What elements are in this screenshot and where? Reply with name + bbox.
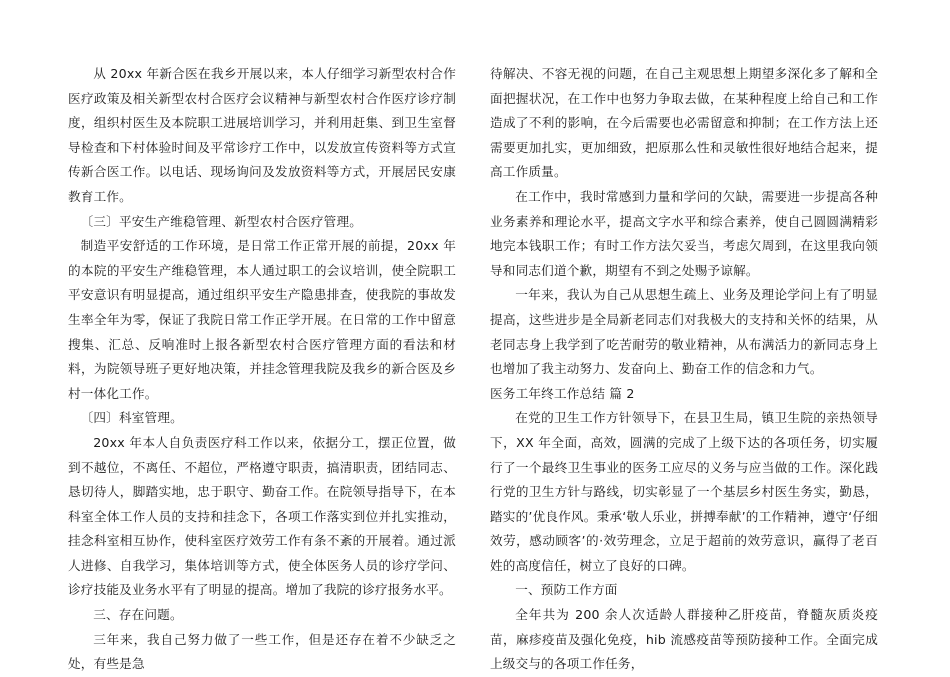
paragraph: 在党的卫生工作方针领导下，在县卫生局，镇卫生院的亲热领导下，XX 年全面，高效，圆满的完成了上级下达的各项任务，切实履行了一个最终卫生事业的医务工应尽的义务与应当做的工作。深化践行党的卫生方针与路线，切实彰显了一个基层乡村医生务实，勤恳，踏实的’优良作风。秉承‘敬人乐业，拼搏奉献’的工作精神，遵守‘仔细效劳，感动顾客’的·效劳理念，立足于超前的效劳意识，赢得了老百姓的高度信任，树立了良好的口碑。 — [490, 410, 878, 573]
left-column — [68, 62, 456, 677]
paragraph: 一年来，我认为自己从思想生疏上、业务及理论学问上有了明显提高，这些进步是全局新老同志们对我极大的支持和关怀的结果，从老同志身上我学到了吃苦耐劳的敬业精神，从布满活力的新同志身上也增加了我主动努力、发奋向上、勤奋工作的信念和力气。 — [490, 287, 878, 377]
paragraph: 在工作中，我时常感到力量和学问的欠缺，需要进一步提高各种业务素养和理论水平，提高文字水平和综合素养，使自己圆圆满精彩地完本钱职工作；有时工作方法欠妥当，考虑欠周到，在这里我向领导和同志们道个歉，期望有不到之处赐予谅解。 — [490, 188, 878, 278]
paragraph: 20xx 年本人自负责医疗科工作以来，依据分工，摆正位置，做到不越位，不离任、不超位，严格遵守职责，搞清职责，团结同志、恳切待人，脚踏实地，忠于职守、勤奋工作。在院领导指导下，在本科室全体工作人员的支持和挂念下，各项工作落实到位并扎实推动，挂念科室相互协作，使科室医疗效劳工作有条不紊的开展着。通过派人进修、自我学习，集体培训等方式，使全体医务人员的诊疗学问、诊疗技能及业务水平有了明显的提高。增加了我院的诊疗报务水平。 — [68, 434, 456, 598]
paragraph: 制造平安舒适的工作环境，是日常工作正常开展的前提，20xx 年的本院的平安生产维稳管理，本人通过职工的会议培训，使全院职工平安意识有明显提高，通过组织平安生产隐患排查，使我院的事故发生率全年为零，保证了我院日常工作正学开展。在日常的工作中留意搜集、汇总、反响准时上报各新型农村合医疗管理方面的看法和材料，为院领导班子更好地决策，并挂念管理我院及我乡的新合医及乡村一体化工作。 — [68, 238, 456, 401]
section-heading: 一、预防工作方面 — [515, 582, 618, 598]
paragraph: 全年共为 200 余人次适龄人群接种乙肝疫苗，脊髓灰质炎疫苗，麻疹疫苗及强化免疫，hib 流感疫苗等预防接种工作。全面完成上级交与的各项工作任务， — [490, 607, 878, 672]
paragraph: 待解决、不容无视的问题，在自己主观思想上期望多深化多了解和全面把握状况，在工作中也努力争取去做，在某种程度上给自己和工作造成了不利的影响，在今后需要也必需留意和抑制；在工作方法上还需要更加扎实，更加细致，把原那么性和灵敏性很好地结合起来，提高工作质量。 — [490, 66, 878, 180]
paragraph: 〔四〕科室管理。 — [80, 410, 183, 426]
document-title: 医务工年终工作总结 篇 2 — [490, 385, 635, 401]
paragraph: 三年来，我自己努力做了一些工作，但是还存在着不少缺乏之处，有些是急 — [68, 631, 456, 672]
section-heading: 三、存在问题。 — [93, 607, 183, 623]
right-column — [490, 62, 878, 677]
paragraph: 〔三〕平安生产维稳管理、新型农村合医疗管理。 — [80, 213, 363, 229]
paragraph: 从 20xx 年新合医在我乡开展以来，本人仔细学习新型农村合作医疗政策及相关新型农村合医疗会议精神与新型农村合作医疗诊疗制度，组织村医生及本院职工进展培训学习，并利用赶集、到卫生室督导检查和下村体验时间及平常诊疗工作中，以发放宣传资料等方式宣传新合医工作。以电话、现场询问及发放资料等方式，开展居民安康教育工作。 — [68, 66, 456, 204]
